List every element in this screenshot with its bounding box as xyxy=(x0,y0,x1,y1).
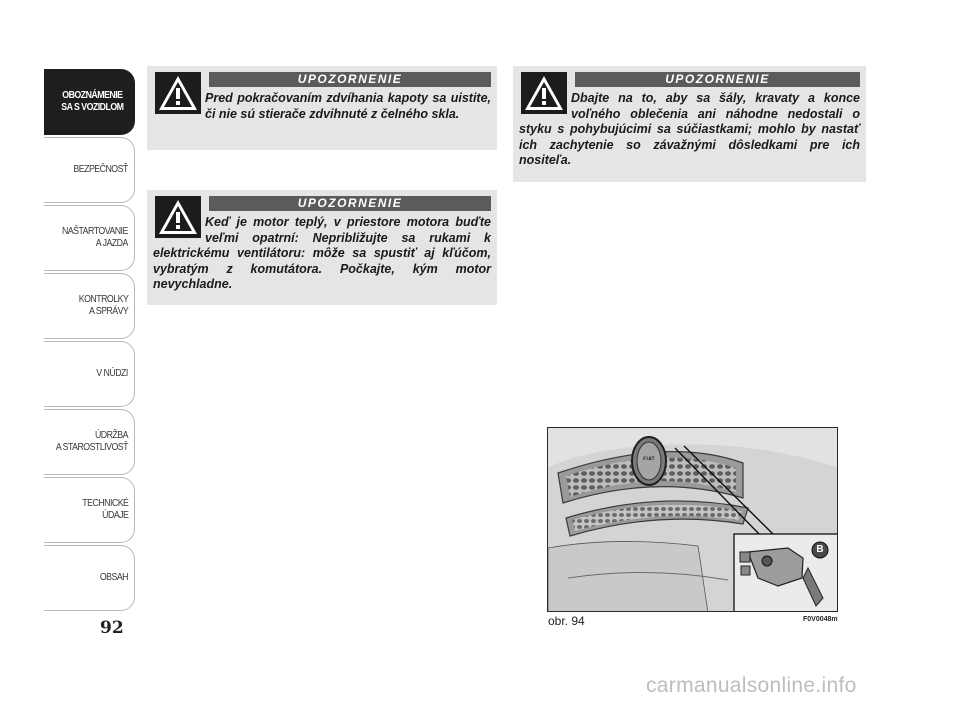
tab-bezpecnost[interactable] xyxy=(44,137,135,203)
warning-text: Keď je motor teplý, v priestore motora buďte veľmi opatrní: Nepribližujte sa rukami k elektrickému ventilátoru: môže sa spustiť aj kľúčom, vybratým z komutátora. Počkajte, kým motor nevychladne. xyxy=(153,215,491,291)
figure-hood-latch xyxy=(547,427,838,612)
figure-code: F0V0048m xyxy=(803,616,838,623)
callout-label-b: B xyxy=(816,544,824,555)
tab-technicke-udaje[interactable] xyxy=(44,477,135,543)
tab-label: OBSAH xyxy=(99,572,128,583)
tab-label: NAŠTARTOVANIE A JAZDA xyxy=(62,226,128,249)
tab-udrzba[interactable] xyxy=(44,409,135,475)
page-number: 92 xyxy=(100,618,124,638)
warning-triangle-icon xyxy=(521,72,567,114)
tab-nastartovanie[interactable] xyxy=(44,205,135,271)
tab-label: V NÚDZI xyxy=(96,368,128,379)
watermark: carmanualsonline.info xyxy=(646,674,857,697)
warning-heading: UPOZORNENIE xyxy=(575,72,860,87)
warning-triangle-icon xyxy=(155,196,201,238)
figure-caption: obr. 94 xyxy=(548,614,585,628)
tab-oboznamenie[interactable] xyxy=(44,69,135,135)
chapter-tabs xyxy=(44,69,135,613)
figure-logo-text: FIAT xyxy=(643,456,655,461)
warning-text: Pred pokračovaním zdvíhania kapoty sa uistite, či nie sú stierače zdvihnuté z čelného skla. xyxy=(205,91,491,121)
tab-label: ÚDRŽBA A STAROSTLIVOSŤ xyxy=(55,430,128,453)
tab-label: BEZPEČNOSŤ xyxy=(73,164,128,175)
warning-triangle-icon xyxy=(155,72,201,114)
tab-label: TECHNICKÉ ÚDAJE xyxy=(81,498,128,521)
tab-v-nudzi[interactable] xyxy=(44,341,135,407)
warning-box-clothing xyxy=(513,66,866,182)
tab-label: KONTROLKY A SPRÁVY xyxy=(78,294,128,317)
tab-kontrolky[interactable] xyxy=(44,273,135,339)
hood-latch-illustration xyxy=(548,428,838,612)
warning-box-hood xyxy=(147,66,497,150)
warning-text: Dbajte na to, aby sa šály, kravaty a konce voľného oblečenia ani náhodne nedostali o styku s pohybujúcimi sa súčiastkami; mohlo by nastať ich zachytenie so závažnými dôsledkami pre ich nositeľa. xyxy=(519,91,860,167)
warning-box-hot-engine xyxy=(147,190,497,305)
warning-heading: UPOZORNENIE xyxy=(209,72,491,87)
tab-obsah[interactable] xyxy=(44,545,135,611)
tab-label: OBOZNÁMENIE SA S VOZIDLOM xyxy=(60,90,124,113)
warning-heading: UPOZORNENIE xyxy=(209,196,491,211)
